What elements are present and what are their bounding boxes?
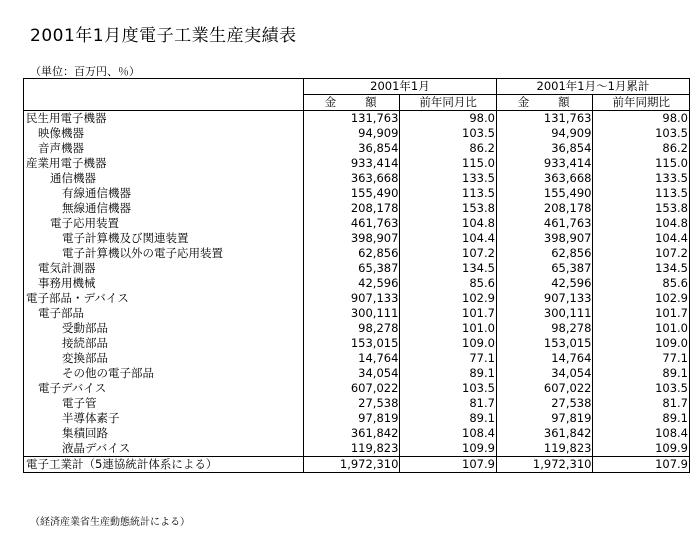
monthly-yoy: 107.9: [400, 457, 497, 473]
monthly-amount: 131,763: [303, 111, 400, 127]
monthly-yoy: 101.0: [400, 321, 497, 336]
monthly-yoy: 86.2: [400, 141, 497, 156]
period-header-month: 2001年1月: [303, 79, 496, 95]
cumulative-yoy: 109.0: [593, 336, 690, 351]
row-label: 音声機器: [24, 141, 304, 156]
cumulative-amount: 97,819: [496, 411, 593, 426]
page-title: 2001年1月度電子工業生産実績表: [30, 26, 297, 46]
row-label: 変換部品: [24, 351, 304, 366]
row-label: 無線通信機器: [24, 201, 304, 216]
cumulative-yoy: 113.5: [593, 186, 690, 201]
table-row: [24, 381, 690, 396]
row-label: 民生用電子機器: [24, 111, 304, 127]
table-row: [24, 156, 690, 171]
production-table: [23, 78, 690, 473]
cumulative-yoy: 101.0: [593, 321, 690, 336]
monthly-amount: 361,842: [303, 426, 400, 441]
table-row: [24, 141, 690, 156]
row-label: 集積回路: [24, 426, 304, 441]
cumulative-amount: 98,278: [496, 321, 593, 336]
monthly-yoy: 113.5: [400, 186, 497, 201]
monthly-amount: 363,668: [303, 171, 400, 186]
monthly-amount: 155,490: [303, 186, 400, 201]
monthly-amount: 607,022: [303, 381, 400, 396]
cumulative-amount: 907,133: [496, 291, 593, 306]
monthly-yoy: 101.7: [400, 306, 497, 321]
row-label: 電子部品・デバイス: [24, 291, 304, 306]
header-amount: 金 額: [303, 95, 400, 111]
monthly-yoy: 102.9: [400, 291, 497, 306]
monthly-amount: 300,111: [303, 306, 400, 321]
cumulative-yoy: 86.2: [593, 141, 690, 156]
cumulative-yoy: 133.5: [593, 171, 690, 186]
table-row: [24, 246, 690, 261]
monthly-amount: 398,907: [303, 231, 400, 246]
monthly-amount: 34,054: [303, 366, 400, 381]
unit-note: （単位：百万円、％）: [30, 65, 140, 78]
header-blank: [24, 79, 304, 95]
cumulative-yoy: 109.9: [593, 441, 690, 457]
cumulative-amount: 131,763: [496, 111, 593, 127]
monthly-amount: 907,133: [303, 291, 400, 306]
cumulative-amount: 155,490: [496, 186, 593, 201]
monthly-yoy: 153.8: [400, 201, 497, 216]
period-header-cumulative: 2001年1月～1月累計: [496, 79, 689, 95]
row-label: 電子計算機以外の電子応用装置: [24, 246, 304, 261]
cumulative-amount: 27,538: [496, 396, 593, 411]
cumulative-amount: 363,668: [496, 171, 593, 186]
cumulative-yoy: 115.0: [593, 156, 690, 171]
cumulative-amount: 42,596: [496, 276, 593, 291]
monthly-amount: 98,278: [303, 321, 400, 336]
cumulative-amount: 94,909: [496, 126, 593, 141]
table-row: [24, 366, 690, 381]
cumulative-amount: 34,054: [496, 366, 593, 381]
monthly-yoy: 134.5: [400, 261, 497, 276]
row-label: 事務用機械: [24, 276, 304, 291]
cumulative-yoy: 103.5: [593, 381, 690, 396]
monthly-yoy: 98.0: [400, 111, 497, 127]
table-row: [24, 441, 690, 457]
cumulative-amount: 300,111: [496, 306, 593, 321]
cumulative-amount: 153,015: [496, 336, 593, 351]
cumulative-yoy: 108.4: [593, 426, 690, 441]
row-label: 電子管: [24, 396, 304, 411]
cumulative-amount: 36,854: [496, 141, 593, 156]
monthly-yoy: 109.9: [400, 441, 497, 457]
monthly-yoy: 89.1: [400, 411, 497, 426]
table-row: [24, 261, 690, 276]
row-label: その他の電子部品: [24, 366, 304, 381]
row-label: 電子工業計（5連協統計体系による）: [24, 457, 304, 473]
table-row: [24, 126, 690, 141]
monthly-yoy: 104.8: [400, 216, 497, 231]
table-row: [24, 336, 690, 351]
cumulative-amount: 14,764: [496, 351, 593, 366]
row-label: 接続部品: [24, 336, 304, 351]
cumulative-yoy: 89.1: [593, 366, 690, 381]
table-row: [24, 351, 690, 366]
table-row: [24, 411, 690, 426]
monthly-amount: 36,854: [303, 141, 400, 156]
cumulative-yoy: 102.9: [593, 291, 690, 306]
table-row: [24, 291, 690, 306]
monthly-amount: 27,538: [303, 396, 400, 411]
monthly-yoy: 77.1: [400, 351, 497, 366]
cumulative-yoy: 77.1: [593, 351, 690, 366]
monthly-amount: 461,763: [303, 216, 400, 231]
cumulative-amount: 361,842: [496, 426, 593, 441]
row-label: 電子デバイス: [24, 381, 304, 396]
monthly-amount: 208,178: [303, 201, 400, 216]
cumulative-yoy: 98.0: [593, 111, 690, 127]
table-row: [24, 216, 690, 231]
table-row: [24, 306, 690, 321]
monthly-amount: 65,387: [303, 261, 400, 276]
monthly-yoy: 103.5: [400, 381, 497, 396]
monthly-amount: 1,972,310: [303, 457, 400, 473]
table-row: [24, 426, 690, 441]
cumulative-yoy: 107.9: [593, 457, 690, 473]
monthly-amount: 94,909: [303, 126, 400, 141]
cumulative-amount: 933,414: [496, 156, 593, 171]
monthly-amount: 97,819: [303, 411, 400, 426]
monthly-amount: 153,015: [303, 336, 400, 351]
cumulative-yoy: 81.7: [593, 396, 690, 411]
cumulative-yoy: 85.6: [593, 276, 690, 291]
monthly-yoy: 115.0: [400, 156, 497, 171]
cumulative-yoy: 153.8: [593, 201, 690, 216]
monthly-amount: 119,823: [303, 441, 400, 457]
monthly-yoy: 81.7: [400, 396, 497, 411]
cumulative-amount: 461,763: [496, 216, 593, 231]
cumulative-amount: 607,022: [496, 381, 593, 396]
sub-header-row: [24, 95, 690, 111]
monthly-amount: 42,596: [303, 276, 400, 291]
row-label: 電気計測器: [24, 261, 304, 276]
cumulative-amount: 62,856: [496, 246, 593, 261]
row-label: 半導体素子: [24, 411, 304, 426]
row-label: 通信機器: [24, 171, 304, 186]
table-row: [24, 111, 690, 127]
cumulative-yoy: 104.8: [593, 216, 690, 231]
monthly-yoy: 103.5: [400, 126, 497, 141]
cumulative-yoy: 134.5: [593, 261, 690, 276]
table-row: [24, 186, 690, 201]
row-label: 液晶デバイス: [24, 441, 304, 457]
monthly-amount: 14,764: [303, 351, 400, 366]
cumulative-yoy: 101.7: [593, 306, 690, 321]
cumulative-yoy: 107.2: [593, 246, 690, 261]
table-row: [24, 276, 690, 291]
table-row: [24, 321, 690, 336]
table-row: [24, 231, 690, 246]
monthly-yoy: 85.6: [400, 276, 497, 291]
monthly-yoy: 104.4: [400, 231, 497, 246]
monthly-amount: 933,414: [303, 156, 400, 171]
table-row: [24, 396, 690, 411]
table-row: [24, 171, 690, 186]
monthly-yoy: 107.2: [400, 246, 497, 261]
row-label: 電子計算機及び関連装置: [24, 231, 304, 246]
monthly-yoy: 109.0: [400, 336, 497, 351]
header-blank: [24, 95, 304, 111]
row-label: 受動部品: [24, 321, 304, 336]
table-row: [24, 201, 690, 216]
monthly-amount: 62,856: [303, 246, 400, 261]
row-label: 産業用電子機器: [24, 156, 304, 171]
header-amount: 金 額: [496, 95, 593, 111]
header-yoy-month: 前年同月比: [400, 95, 497, 111]
cumulative-amount: 208,178: [496, 201, 593, 216]
cumulative-amount: 119,823: [496, 441, 593, 457]
cumulative-yoy: 103.5: [593, 126, 690, 141]
monthly-yoy: 89.1: [400, 366, 497, 381]
monthly-yoy: 108.4: [400, 426, 497, 441]
cumulative-yoy: 104.4: [593, 231, 690, 246]
monthly-yoy: 133.5: [400, 171, 497, 186]
cumulative-yoy: 89.1: [593, 411, 690, 426]
row-label: 電子部品: [24, 306, 304, 321]
header-yoy-period: 前年同期比: [593, 95, 690, 111]
cumulative-amount: 65,387: [496, 261, 593, 276]
footnote: （経済産業省生産動態統計による）: [30, 517, 190, 528]
row-label: 映像機器: [24, 126, 304, 141]
period-header-row: [24, 79, 690, 95]
cumulative-amount: 398,907: [496, 231, 593, 246]
row-label: 電子応用装置: [24, 216, 304, 231]
cumulative-amount: 1,972,310: [496, 457, 593, 473]
total-row: [24, 457, 690, 473]
row-label: 有線通信機器: [24, 186, 304, 201]
